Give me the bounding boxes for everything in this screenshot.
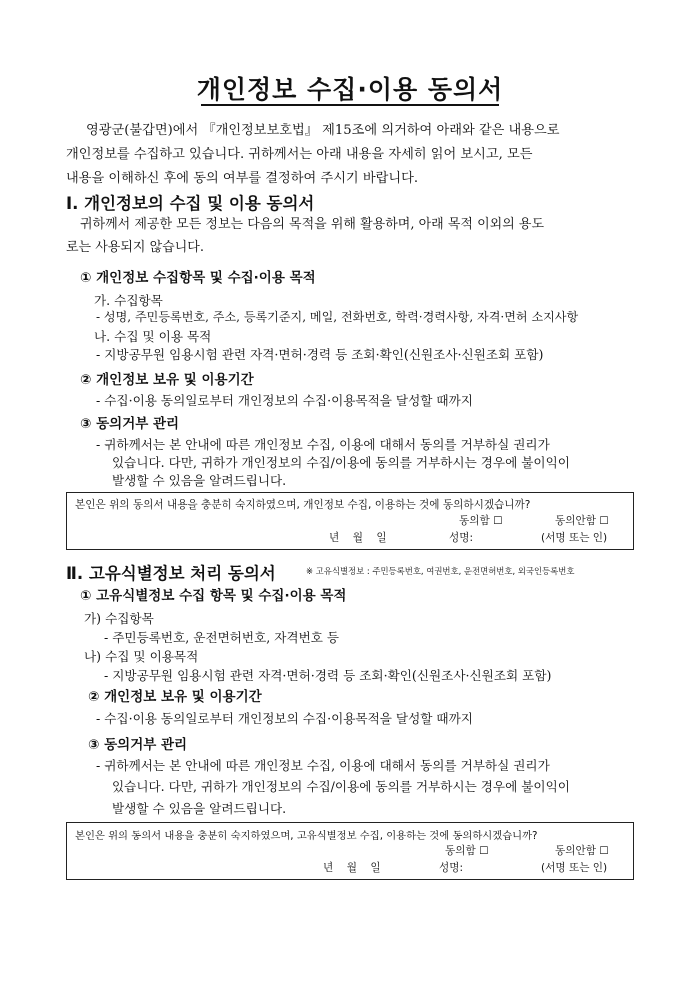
s2-consent-box: [66, 822, 634, 880]
s2-item1-sub-a-text: - 주민등록번호, 운전면허번호, 자격번호 등: [104, 630, 340, 645]
s1-item3-line: 발생할 수 있음을 알려드립니다.: [112, 473, 287, 488]
document-title: 개인정보 수집·이용 동의서: [196, 75, 504, 104]
s2-item3-heading: ③ 동의거부 관리: [88, 737, 188, 753]
s1-item3-heading: ③ 동의거부 관리: [80, 416, 180, 432]
s1-item1-sub-a: 가. 수집항목: [94, 293, 163, 308]
s1-consent-question: 본인은 위의 동의서 내용을 충분히 숙지하였으며, 개인정보 수집, 이용하는 것에 동의하시겠습니까?: [75, 499, 531, 511]
s2-item1-sub-b: 나) 수집 및 이용목적: [84, 649, 199, 664]
intro-paragraph: [66, 119, 638, 191]
intro-line: 영광군(불갑면)에서 『개인정보보호법』 제15조에 의거하여 아래와 같은 내용으로: [86, 123, 560, 138]
s1-name-field[interactable]: 성명:: [449, 532, 474, 544]
s2-item2-text: - 수집·이용 동의일로부터 개인정보의 수집·이용목적을 달성할 때까지: [96, 711, 473, 726]
s2-consent-question: 본인은 위의 동의서 내용을 충분히 숙지하였으며, 고유식별정보 수집, 이용하는 것에 동의하시겠습니까?: [75, 830, 538, 842]
section1-heading: Ⅰ. 개인정보의 수집 및 이용 동의서: [66, 194, 315, 213]
s1-agree-checkbox[interactable]: 동의함 ☐: [459, 515, 503, 527]
s1-item2-text: - 수집·이용 동의일로부터 개인정보의 수집·이용목적을 달성할 때까지: [96, 393, 473, 408]
s2-agree-checkbox[interactable]: 동의함 ☐: [445, 845, 489, 857]
s2-item1-sub-b-text: - 지방공무원 임용시험 관련 자격·면허·경력 등 조회·확인(신원조사·신원조회 포함): [104, 668, 552, 683]
intro-line: 내용을 이해하신 후에 동의 여부를 결정하여 주시기 바랍니다.: [66, 171, 419, 186]
section1-intro: [66, 213, 638, 259]
s1-date-field[interactable]: 년 월 일: [329, 532, 387, 544]
s2-date-field[interactable]: 년 월 일: [323, 862, 381, 874]
s2-item3-line: 있습니다. 다만, 귀하가 개인정보의 수집/이용에 동의를 거부하시는 경우에 불이익이: [112, 779, 570, 794]
section2-note: ※ 고유식별정보 : 주민등록번호, 여권번호, 운전면허번호, 외국인등록번호: [306, 566, 575, 576]
s1-item1-heading: ① 개인정보 수집항목 및 수집·이용 목적: [80, 270, 316, 286]
s2-item2-heading: ② 개인정보 보유 및 이용기간: [88, 689, 262, 705]
s1-item1-sub-b-text: - 지방공무원 임용시험 관련 자격·면허·경력 등 조회·확인(신원조사·신원조회 포함): [96, 347, 544, 362]
section1-intro-line: 로는 사용되지 않습니다.: [66, 240, 204, 255]
title-underline: [201, 104, 499, 106]
section1-intro-line: 귀하께서 제공한 모든 정보는 다음의 목적을 위해 활용하며, 아래 목적 이외의 용도: [80, 217, 545, 232]
s1-disagree-checkbox[interactable]: 동의안함 ☐: [555, 515, 609, 527]
s2-sign-hint: (서명 또는 인): [541, 862, 608, 874]
intro-line: 개인정보를 수집하고 있습니다. 귀하께서는 아래 내용을 자세히 읽어 보시고, 모든: [66, 147, 533, 162]
s2-item3-line: 발생할 수 있음을 알려드립니다.: [112, 801, 287, 816]
s1-item1-sub-b: 나. 수집 및 이용 목적: [94, 329, 212, 344]
s1-item2-heading: ② 개인정보 보유 및 이용기간: [80, 372, 254, 388]
s1-item3-line: - 귀하께서는 본 안내에 따른 개인정보 수집, 이용에 대해서 동의를 거부하실 권리가: [96, 437, 550, 452]
s2-item1-sub-a: 가) 수집항목: [84, 611, 154, 626]
s2-name-field[interactable]: 성명:: [439, 862, 464, 874]
s1-consent-box: [66, 492, 634, 550]
section2-heading: Ⅱ. 고유식별정보 처리 동의서: [66, 564, 276, 583]
s2-item1-heading: ① 고유식별정보 수집 항목 및 수집·이용 목적: [80, 588, 347, 604]
s1-item1-sub-a-text: - 성명, 주민등록번호, 주소, 등록기준지, 메일, 전화번호, 학력·경력사항, 자격·면허 소지사항: [96, 310, 579, 324]
s2-item3-line: - 귀하께서는 본 안내에 따른 개인정보 수집, 이용에 대해서 동의를 거부하실 권리가: [96, 758, 550, 773]
s1-item3-line: 있습니다. 다만, 귀하가 개인정보의 수집/이용에 동의를 거부하시는 경우에 불이익이: [112, 455, 570, 470]
s1-sign-hint: (서명 또는 인): [541, 532, 608, 544]
s2-disagree-checkbox[interactable]: 동의안함 ☐: [555, 845, 609, 857]
